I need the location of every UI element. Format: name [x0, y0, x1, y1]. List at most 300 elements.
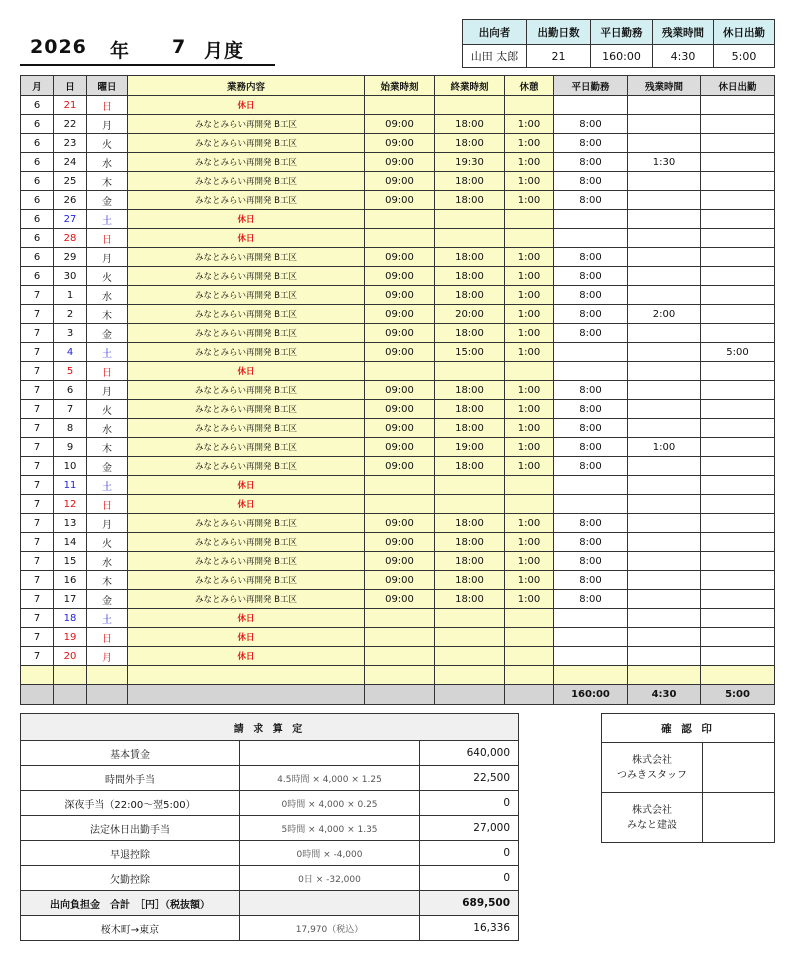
month-cell: 6	[21, 172, 54, 191]
break-cell: 1:00	[505, 590, 554, 609]
holiday-work-cell	[701, 400, 775, 419]
billing-item-amount: 640,000	[420, 741, 519, 766]
weekday-work-cell	[554, 647, 628, 666]
month-cell: 6	[21, 248, 54, 267]
holiday-work-cell	[701, 134, 775, 153]
table-row	[21, 115, 775, 134]
break-cell: 1:00	[505, 286, 554, 305]
end-time-cell: 19:00	[435, 438, 505, 457]
table-row	[21, 571, 775, 590]
billing-item-label: 法定休日出勤手当	[21, 816, 240, 841]
month-cell: 7	[21, 305, 54, 324]
weekday-cell: 土	[87, 210, 128, 229]
weekday-cell: 水	[87, 286, 128, 305]
break-cell: 1:00	[505, 571, 554, 590]
billing-item-label: 深夜手当（22:00〜翌5:00）	[21, 791, 240, 816]
weekday-cell: 金	[87, 324, 128, 343]
weekday-cell: 金	[87, 191, 128, 210]
weekday-cell: 土	[87, 476, 128, 495]
col-header-weekday: 曜日	[87, 76, 128, 96]
day-cell: 26	[54, 191, 87, 210]
month-cell: 7	[21, 457, 54, 476]
task-cell: みなとみらい再開発 B工区	[128, 419, 365, 438]
table-row	[21, 343, 775, 362]
break-cell: 1:00	[505, 324, 554, 343]
weekday-work-cell: 8:00	[554, 267, 628, 286]
total-holiday: 5:00	[701, 685, 775, 705]
weekday-work-cell: 8:00	[554, 248, 628, 267]
summary-header: 平日勤務	[591, 20, 653, 45]
holiday-work-cell	[701, 286, 775, 305]
weekday-work-cell	[554, 96, 628, 115]
overtime-cell	[628, 324, 701, 343]
start-time-cell	[365, 647, 435, 666]
overtime-cell	[628, 286, 701, 305]
weekday-work-cell: 8:00	[554, 457, 628, 476]
break-cell: 1:00	[505, 514, 554, 533]
task-cell: 休日	[128, 210, 365, 229]
weekday-work-cell	[554, 362, 628, 381]
col-header-holiday-work: 休日出勤	[701, 76, 775, 96]
holiday-work-cell	[701, 457, 775, 476]
end-time-cell	[435, 96, 505, 115]
total-empty	[87, 685, 128, 705]
table-row	[21, 457, 775, 476]
overtime-cell	[628, 457, 701, 476]
start-time-cell: 09:00	[365, 343, 435, 362]
day-cell: 22	[54, 115, 87, 134]
overtime-cell	[628, 362, 701, 381]
weekday-work-cell: 8:00	[554, 191, 628, 210]
billing-item-calc	[240, 741, 420, 766]
day-cell: 18	[54, 609, 87, 628]
start-time-cell: 09:00	[365, 552, 435, 571]
stamp-box-staffing[interactable]	[703, 743, 775, 793]
end-time-cell: 18:00	[435, 324, 505, 343]
billing-row	[21, 841, 519, 866]
end-time-cell: 18:00	[435, 172, 505, 191]
month-cell: 7	[21, 286, 54, 305]
weekday-cell: 火	[87, 267, 128, 286]
billing-item-calc: 0時間 × 4,000 × 0.25	[240, 791, 420, 816]
weekday-work-cell	[554, 229, 628, 248]
break-cell: 1:00	[505, 457, 554, 476]
col-header-overtime: 残業時間	[628, 76, 701, 96]
month-cell: 7	[21, 609, 54, 628]
weekday-work-cell: 8:00	[554, 533, 628, 552]
weekday-work-cell: 8:00	[554, 514, 628, 533]
confirm-title: 確 認 印	[602, 714, 775, 743]
blank-cell	[54, 666, 87, 685]
break-cell	[505, 476, 554, 495]
day-cell: 11	[54, 476, 87, 495]
month-cell: 7	[21, 476, 54, 495]
table-row	[21, 495, 775, 514]
start-time-cell: 09:00	[365, 248, 435, 267]
overtime-cell	[628, 495, 701, 514]
table-row	[21, 419, 775, 438]
day-cell: 1	[54, 286, 87, 305]
day-cell: 30	[54, 267, 87, 286]
weekday-cell: 木	[87, 305, 128, 324]
task-cell: みなとみらい再開発 B工区	[128, 134, 365, 153]
weekday-hours: 160:00	[591, 45, 653, 68]
month-cell: 6	[21, 229, 54, 248]
transport-label: 桜木町→東京	[21, 916, 240, 941]
transport-amount: 16,336	[420, 916, 519, 941]
overtime-cell	[628, 134, 701, 153]
overtime-cell	[628, 590, 701, 609]
blank-cell	[701, 666, 775, 685]
break-cell: 1:00	[505, 343, 554, 362]
end-time-cell: 20:00	[435, 305, 505, 324]
start-time-cell	[365, 229, 435, 248]
break-cell: 1:00	[505, 419, 554, 438]
task-cell: 休日	[128, 229, 365, 248]
day-cell: 27	[54, 210, 87, 229]
billing-row	[21, 766, 519, 791]
task-cell: みなとみらい再開発 B工区	[128, 191, 365, 210]
weekday-cell: 月	[87, 115, 128, 134]
holiday-work-cell	[701, 362, 775, 381]
weekday-work-cell: 8:00	[554, 286, 628, 305]
col-header-task: 業務内容	[128, 76, 365, 96]
billing-row	[21, 791, 519, 816]
end-time-cell: 18:00	[435, 115, 505, 134]
weekday-cell: 月	[87, 248, 128, 267]
billing-row	[21, 816, 519, 841]
col-header-break: 休憩	[505, 76, 554, 96]
billing-row	[21, 741, 519, 766]
start-time-cell: 09:00	[365, 419, 435, 438]
day-cell: 29	[54, 248, 87, 267]
weekday-cell: 火	[87, 533, 128, 552]
month-cell: 7	[21, 571, 54, 590]
task-cell: みなとみらい再開発 B工区	[128, 153, 365, 172]
company-construction-name: みなと建設	[627, 819, 677, 831]
holiday-work-cell	[701, 248, 775, 267]
overtime-cell	[628, 210, 701, 229]
month-cell: 7	[21, 324, 54, 343]
table-row	[21, 153, 775, 172]
holiday-work-cell	[701, 476, 775, 495]
break-cell: 1:00	[505, 134, 554, 153]
summary-table	[462, 19, 775, 68]
start-time-cell: 09:00	[365, 172, 435, 191]
weekday-work-cell: 8:00	[554, 153, 628, 172]
task-cell: 休日	[128, 628, 365, 647]
day-cell: 5	[54, 362, 87, 381]
task-cell: 休日	[128, 495, 365, 514]
weekday-work-cell: 8:00	[554, 400, 628, 419]
day-cell: 20	[54, 647, 87, 666]
billing-title: 請 求 算 定	[21, 714, 519, 741]
day-cell: 12	[54, 495, 87, 514]
day-cell: 10	[54, 457, 87, 476]
overtime-cell: 1:00	[628, 438, 701, 457]
table-row	[21, 381, 775, 400]
month-cell: 7	[21, 438, 54, 457]
month-cell: 6	[21, 210, 54, 229]
end-time-cell: 18:00	[435, 381, 505, 400]
table-row	[21, 96, 775, 115]
overtime-cell	[628, 229, 701, 248]
billing-table	[20, 713, 519, 941]
blank-cell	[87, 666, 128, 685]
day-cell: 15	[54, 552, 87, 571]
start-time-cell	[365, 495, 435, 514]
end-time-cell: 15:00	[435, 343, 505, 362]
table-row	[21, 514, 775, 533]
weekday-work-cell	[554, 476, 628, 495]
weekday-work-cell: 8:00	[554, 438, 628, 457]
break-cell: 1:00	[505, 305, 554, 324]
billing-item-amount: 0	[420, 841, 519, 866]
overtime-cell	[628, 115, 701, 134]
month-cell: 7	[21, 419, 54, 438]
billing-item-calc: 0時間 × -4,000	[240, 841, 420, 866]
day-cell: 6	[54, 381, 87, 400]
weekday-work-cell	[554, 343, 628, 362]
confirmation-stamp-table	[601, 713, 775, 843]
weekday-cell: 日	[87, 628, 128, 647]
break-cell: 1:00	[505, 533, 554, 552]
weekday-work-cell	[554, 495, 628, 514]
end-time-cell: 19:30	[435, 153, 505, 172]
col-header-start: 始業時刻	[365, 76, 435, 96]
task-cell: みなとみらい再開発 B工区	[128, 343, 365, 362]
employee-name: 山田 太郎	[463, 45, 527, 68]
billing-item-amount: 27,000	[420, 816, 519, 841]
end-time-cell: 18:00	[435, 248, 505, 267]
billing-item-label: 時間外手当	[21, 766, 240, 791]
weekday-cell: 金	[87, 590, 128, 609]
overtime-cell: 2:00	[628, 305, 701, 324]
page-title	[20, 36, 275, 66]
table-row	[21, 628, 775, 647]
weekday-cell: 木	[87, 438, 128, 457]
table-row	[21, 552, 775, 571]
day-cell: 3	[54, 324, 87, 343]
task-cell: みなとみらい再開発 B工区	[128, 305, 365, 324]
break-cell: 1:00	[505, 153, 554, 172]
blank-cell	[505, 666, 554, 685]
task-cell: みなとみらい再開発 B工区	[128, 400, 365, 419]
table-row	[21, 324, 775, 343]
overtime-cell	[628, 191, 701, 210]
weekday-work-cell: 8:00	[554, 552, 628, 571]
table-row	[21, 267, 775, 286]
holiday-work-cell	[701, 628, 775, 647]
holiday-work-cell	[701, 172, 775, 191]
weekday-cell: 月	[87, 647, 128, 666]
start-time-cell	[365, 476, 435, 495]
month-cell: 7	[21, 381, 54, 400]
day-cell: 25	[54, 172, 87, 191]
start-time-cell: 09:00	[365, 400, 435, 419]
holiday-hours: 5:00	[714, 45, 775, 68]
table-row	[21, 533, 775, 552]
month-cell: 7	[21, 552, 54, 571]
month-cell: 6	[21, 115, 54, 134]
company-staffing	[602, 743, 703, 793]
billing-total-calc	[240, 891, 420, 916]
end-time-cell: 18:00	[435, 590, 505, 609]
task-cell: 休日	[128, 96, 365, 115]
holiday-work-cell	[701, 324, 775, 343]
col-header-weekday-work: 平日勤務	[554, 76, 628, 96]
overtime-cell	[628, 172, 701, 191]
end-time-cell	[435, 210, 505, 229]
start-time-cell: 09:00	[365, 571, 435, 590]
weekday-work-cell	[554, 210, 628, 229]
weekday-cell: 火	[87, 134, 128, 153]
end-time-cell	[435, 628, 505, 647]
holiday-work-cell	[701, 419, 775, 438]
end-time-cell: 18:00	[435, 571, 505, 590]
start-time-cell: 09:00	[365, 533, 435, 552]
day-cell: 8	[54, 419, 87, 438]
billing-item-label: 基本賃金	[21, 741, 240, 766]
month-cell: 7	[21, 628, 54, 647]
month-cell: 7	[21, 400, 54, 419]
break-cell: 1:00	[505, 438, 554, 457]
start-time-cell: 09:00	[365, 286, 435, 305]
start-time-cell: 09:00	[365, 514, 435, 533]
end-time-cell	[435, 362, 505, 381]
billing-item-label: 欠勤控除	[21, 866, 240, 891]
weekday-cell: 日	[87, 495, 128, 514]
end-time-cell	[435, 476, 505, 495]
total-overtime: 4:30	[628, 685, 701, 705]
overtime-cell	[628, 381, 701, 400]
weekday-cell: 日	[87, 229, 128, 248]
start-time-cell: 09:00	[365, 153, 435, 172]
break-cell	[505, 609, 554, 628]
overtime-cell	[628, 419, 701, 438]
break-cell: 1:00	[505, 400, 554, 419]
month-cell: 6	[21, 153, 54, 172]
holiday-work-cell	[701, 115, 775, 134]
break-cell	[505, 362, 554, 381]
break-cell: 1:00	[505, 381, 554, 400]
weekday-cell: 日	[87, 362, 128, 381]
table-row	[21, 191, 775, 210]
month-cell: 7	[21, 514, 54, 533]
weekday-cell: 土	[87, 343, 128, 362]
weekday-work-cell: 8:00	[554, 571, 628, 590]
blank-cell	[435, 666, 505, 685]
billing-item-calc: 4.5時間 × 4,000 × 1.25	[240, 766, 420, 791]
summary-header: 休日出勤	[714, 20, 775, 45]
start-time-cell	[365, 628, 435, 647]
totals-row	[21, 685, 775, 705]
weekday-work-cell: 8:00	[554, 381, 628, 400]
holiday-work-cell	[701, 210, 775, 229]
holiday-work-cell	[701, 438, 775, 457]
month-cell: 7	[21, 590, 54, 609]
stamp-box-construction[interactable]	[703, 793, 775, 843]
table-row	[21, 286, 775, 305]
month-cell: 7	[21, 343, 54, 362]
task-cell: みなとみらい再開発 B工区	[128, 172, 365, 191]
weekday-work-cell: 8:00	[554, 324, 628, 343]
day-cell: 7	[54, 400, 87, 419]
weekday-cell: 土	[87, 609, 128, 628]
total-empty	[435, 685, 505, 705]
attendance-table	[20, 75, 775, 705]
start-time-cell	[365, 210, 435, 229]
weekday-work-cell	[554, 628, 628, 647]
table-row	[21, 438, 775, 457]
overtime-cell	[628, 400, 701, 419]
company-construction	[602, 793, 703, 843]
end-time-cell: 18:00	[435, 191, 505, 210]
year-value: 2026	[30, 36, 87, 58]
col-header-end: 終業時刻	[435, 76, 505, 96]
start-time-cell: 09:00	[365, 191, 435, 210]
break-cell: 1:00	[505, 552, 554, 571]
table-row	[21, 362, 775, 381]
company-construction-type: 株式会社	[632, 804, 672, 816]
end-time-cell: 18:00	[435, 552, 505, 571]
weekday-cell: 水	[87, 153, 128, 172]
billing-total-amount: 689,500	[420, 891, 519, 916]
month-cell: 7	[21, 647, 54, 666]
attendance-days: 21	[527, 45, 591, 68]
weekday-cell: 水	[87, 419, 128, 438]
month-cell: 7	[21, 362, 54, 381]
billing-item-calc: 0日 × -32,000	[240, 866, 420, 891]
start-time-cell	[365, 96, 435, 115]
weekday-work-cell: 8:00	[554, 305, 628, 324]
total-weekday: 160:00	[554, 685, 628, 705]
table-row	[21, 609, 775, 628]
weekday-cell: 水	[87, 552, 128, 571]
company-staffing-type: 株式会社	[632, 754, 672, 766]
task-cell: みなとみらい再開発 B工区	[128, 438, 365, 457]
overtime-cell	[628, 248, 701, 267]
break-cell	[505, 96, 554, 115]
start-time-cell: 09:00	[365, 457, 435, 476]
weekday-cell: 日	[87, 96, 128, 115]
overtime-cell	[628, 571, 701, 590]
start-time-cell	[365, 609, 435, 628]
holiday-work-cell	[701, 552, 775, 571]
col-header-month: 月	[21, 76, 54, 96]
overtime-cell	[628, 267, 701, 286]
weekday-cell: 月	[87, 514, 128, 533]
task-cell: みなとみらい再開発 B工区	[128, 248, 365, 267]
billing-item-amount: 0	[420, 866, 519, 891]
break-cell	[505, 647, 554, 666]
month-value: 7	[172, 36, 187, 58]
overtime-cell	[628, 647, 701, 666]
year-unit: 年	[110, 40, 131, 62]
weekday-cell: 火	[87, 400, 128, 419]
start-time-cell: 09:00	[365, 438, 435, 457]
task-cell: みなとみらい再開発 B工区	[128, 267, 365, 286]
day-cell: 24	[54, 153, 87, 172]
end-time-cell: 18:00	[435, 457, 505, 476]
end-time-cell	[435, 229, 505, 248]
holiday-work-cell	[701, 571, 775, 590]
end-time-cell: 18:00	[435, 400, 505, 419]
holiday-work-cell	[701, 647, 775, 666]
start-time-cell: 09:00	[365, 590, 435, 609]
task-cell: 休日	[128, 647, 365, 666]
start-time-cell: 09:00	[365, 134, 435, 153]
